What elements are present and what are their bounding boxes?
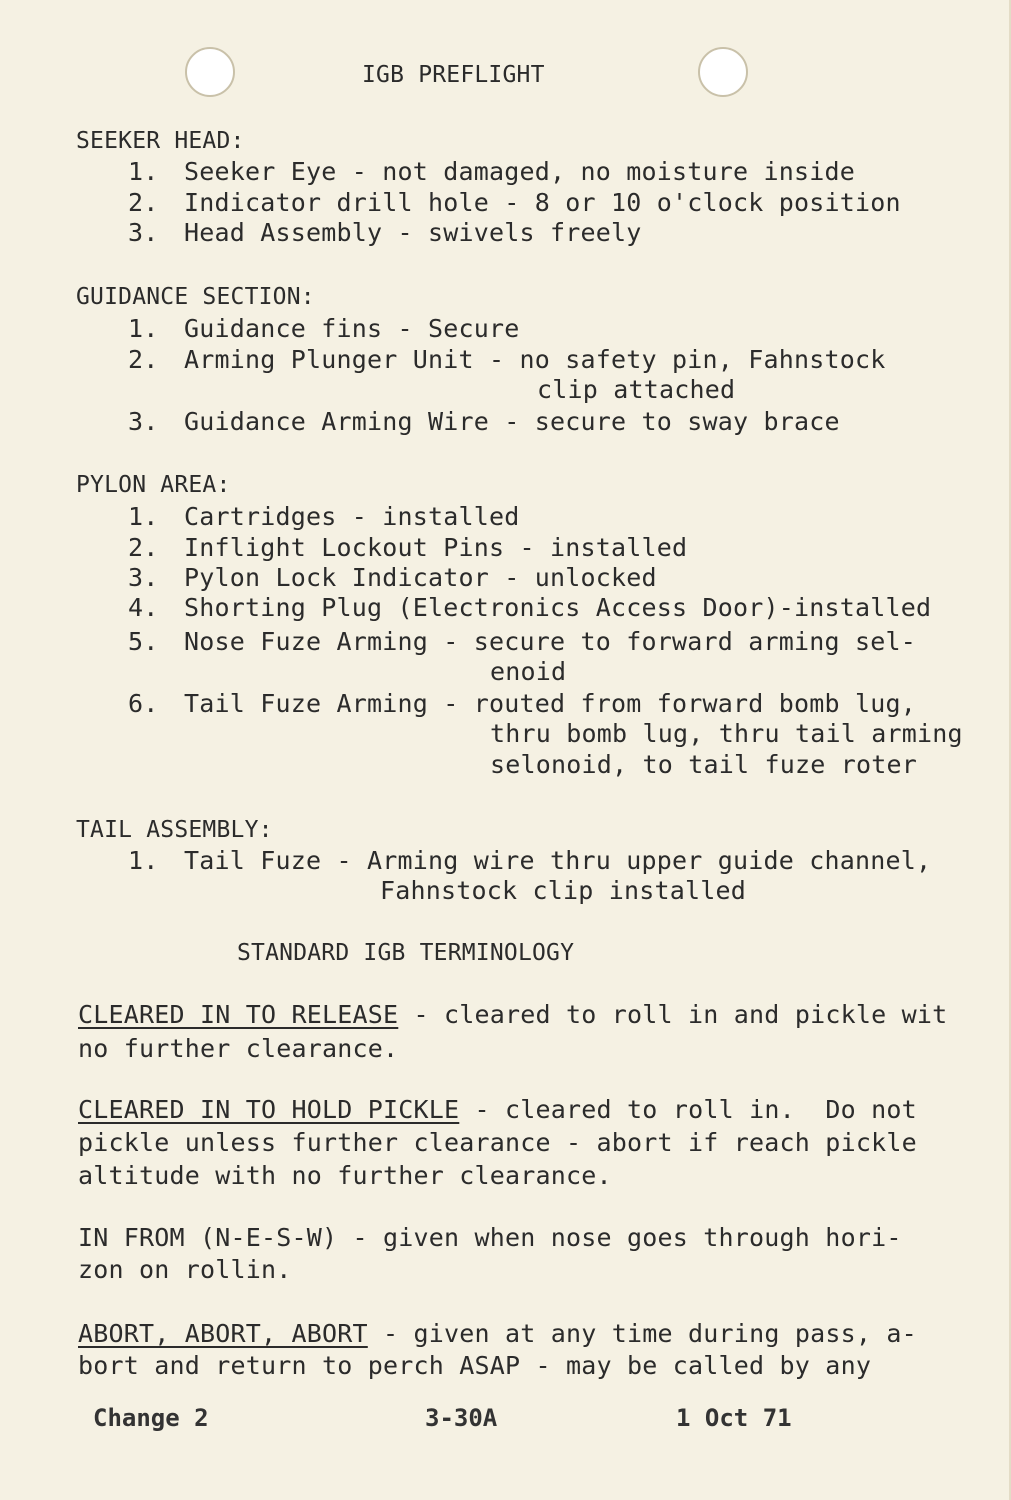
list-item: 1. Guidance fins - Secure [128, 314, 520, 343]
list-item-continuation: clip attached [537, 375, 736, 404]
punch-hole-left [185, 47, 235, 97]
section-heading-tail-assembly: TAIL ASSEMBLY: [76, 817, 273, 843]
footer-date: 1 Oct 71 [676, 1404, 792, 1432]
list-item: 3. Pylon Lock Indicator - unlocked [128, 563, 657, 592]
list-item: 1. Seeker Eye - not damaged, no moisture inside [128, 157, 856, 186]
list-item: 1. Cartridges - installed [128, 502, 520, 531]
list-item: 2. Arming Plunger Unit - no safety pin, Fahnstock [128, 345, 886, 374]
section-heading-guidance-section: GUIDANCE SECTION: [76, 284, 315, 310]
term-entry: CLEARED IN TO RELEASE - cleared to roll in and pickle wit [78, 1000, 948, 1029]
terminology-title: STANDARD IGB TERMINOLOGY [237, 940, 575, 966]
footer-change: Change 2 [93, 1404, 209, 1432]
term-entry: IN FROM (N-E-S-W) - given when nose goes through hori- [78, 1223, 902, 1252]
list-item: 1. Tail Fuze - Arming wire thru upper guide channel, [128, 846, 932, 875]
term-label: CLEARED IN TO RELEASE [78, 1000, 399, 1029]
term-definition-line: altitude with no further clearance. [78, 1161, 612, 1190]
list-item: 2. Indicator drill hole - 8 or 10 o'clock position [128, 188, 901, 217]
list-item: 4. Shorting Plug (Electronics Access Door)-installed [128, 593, 932, 622]
list-item-continuation: selonoid, to tail fuze roter [490, 750, 918, 779]
term-entry: ABORT, ABORT, ABORT - given at any time during pass, a- [78, 1319, 917, 1348]
punch-hole-right [698, 47, 748, 97]
term-definition-line: no further clearance. [78, 1034, 399, 1063]
list-item: 3. Guidance Arming Wire - secure to sway brace [128, 407, 840, 436]
term-definition-line: pickle unless further clearance - abort if reach pickle [78, 1128, 917, 1157]
list-item: 3. Head Assembly - swivels freely [128, 218, 642, 247]
footer-page-number: 3-30A [425, 1404, 498, 1432]
list-item-continuation: enoid [490, 657, 567, 686]
list-item: 5. Nose Fuze Arming - secure to forward arming sel- [128, 627, 917, 656]
list-item-continuation: thru bomb lug, thru tail arming [490, 719, 963, 748]
section-heading-pylon-area: PYLON AREA: [76, 472, 231, 498]
term-definition-line: zon on rollin. [78, 1255, 292, 1284]
term-definition-line: bort and return to perch ASAP - may be called by any [78, 1351, 872, 1380]
term-label: ABORT, ABORT, ABORT [78, 1319, 368, 1348]
term-entry: CLEARED IN TO HOLD PICKLE - cleared to roll in. Do not [78, 1095, 917, 1124]
list-item-continuation: Fahnstock clip installed [380, 876, 747, 905]
list-item: 2. Inflight Lockout Pins - installed [128, 533, 688, 562]
document-title: IGB PREFLIGHT [362, 62, 545, 88]
section-heading-seeker-head: SEEKER HEAD: [76, 128, 245, 154]
list-item: 6. Tail Fuze Arming - routed from forward bomb lug, [128, 689, 917, 718]
term-label: CLEARED IN TO HOLD PICKLE [78, 1095, 460, 1124]
